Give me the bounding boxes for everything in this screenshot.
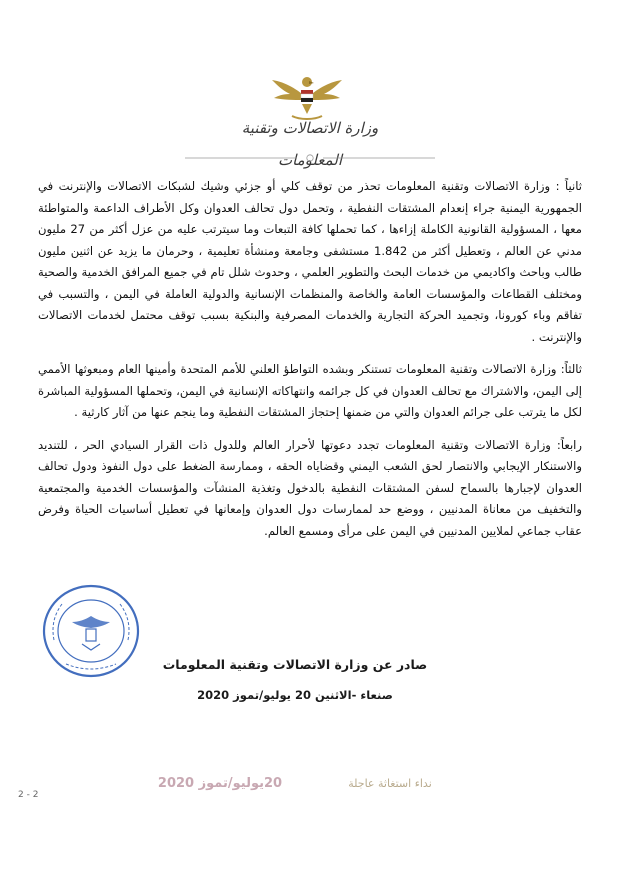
official-stamp-icon — [40, 580, 142, 682]
issuer-line: صادر عن وزارة الاتصالات وتقنية المعلومات — [162, 657, 428, 672]
footer-urgent-call: نداء استغاثة عاجلة — [348, 777, 432, 790]
letter-body — [38, 176, 582, 542]
footer-date: 20يوليو/تموز 2020 — [157, 776, 283, 791]
paragraph-second: ثانياً : وزارة الاتصالات وتقنية المعلومات تحذر من توقف كلي أو جزئي وشيك لشبكات الاتصالات والإنترنت في الجمهورية اليمنية جراء إنعدام المشتقات النفطية ، وتحمل دول تحالف العدوان وكل الأطراف الداعمة والمتواطئة معها ، المسؤولية القانونية الكاملة إزاءها ، كما تحملها كافة التبعات وما سيترتب عليه من عزل أكثر من 27 مليون مدني عن العالم ، وتعطيل أكثر من 1.842 مستشفى وجامعة ومنشأة تعليمية ، وحرمان ما يزيد عن اثنين مليون طالب وباحث واكاديمي من خدمات البحث والتطوير العلمي ، وحدوث شلل تام في جميع المرافق الخدمية والصحية ومختلف القطاعات والمؤسسات العامة والخاصة والمنظمات الإنسانية والدولية العاملة في اليمن ، والتسبب في تفاقم وباء كورونا، وتجميد الحركة التجارية والخدمات المصرفية والبنكية بسبب توقف محتمل لخدمات الاتصالات والإنترنت . — [38, 179, 582, 344]
paragraph-third: ثالثاً: وزارة الاتصالات وتقنية المعلومات تستنكر وبشده التواطؤ العلني للأمم المتحدة وأمينها العام ومبعوثها الأممي إلى اليمن، والاشتراك مع تحالف العدوان في كل جرائمه وانتهاكاته الإنسانية في اليمن، وتحملها المسؤولية المباشرة لكل ما يترتب على جرائم العدوان والتي من ضمنها إحتجاز المشتقات النفطية وما ينجم عنها من آثار كارثية . — [38, 362, 582, 419]
issue-date: صنعاء -الاثنين 20 يوليو/تموز 2020 — [197, 688, 393, 702]
header-divider — [185, 153, 435, 163]
paragraph-fourth: رابعاً: وزارة الاتصالات وتقنية المعلومات تجدد دعوتها لأحرار العالم وللدول ذات القرار السيادي الحر ، للتنديد والاستنكار الإيجابي والانتصار لحق الشعب اليمني وقضاياه الحقه ، وممارسة الضغط على دول النفوذ ودول تحالف العدوان لإجبارها بالسماح لسفن المشتقات النفطية بالدخول وتغذية المنشآت والمؤسسات الخدمية والمجتمعية والتخفيف من معاناة المدنيين ، ووضع حد لممارسات دول العدوان وإمعانها في تعطيل أساسيات الحياة وفرض عقاب جماعي لملايين المدنيين في اليمن على مرأى ومسمع العالم. — [38, 437, 582, 538]
page-number: 2 - 2 — [18, 790, 39, 800]
letterhead-ministry-name: وزارة الاتصالات وتقنية المعلومات — [241, 119, 379, 169]
